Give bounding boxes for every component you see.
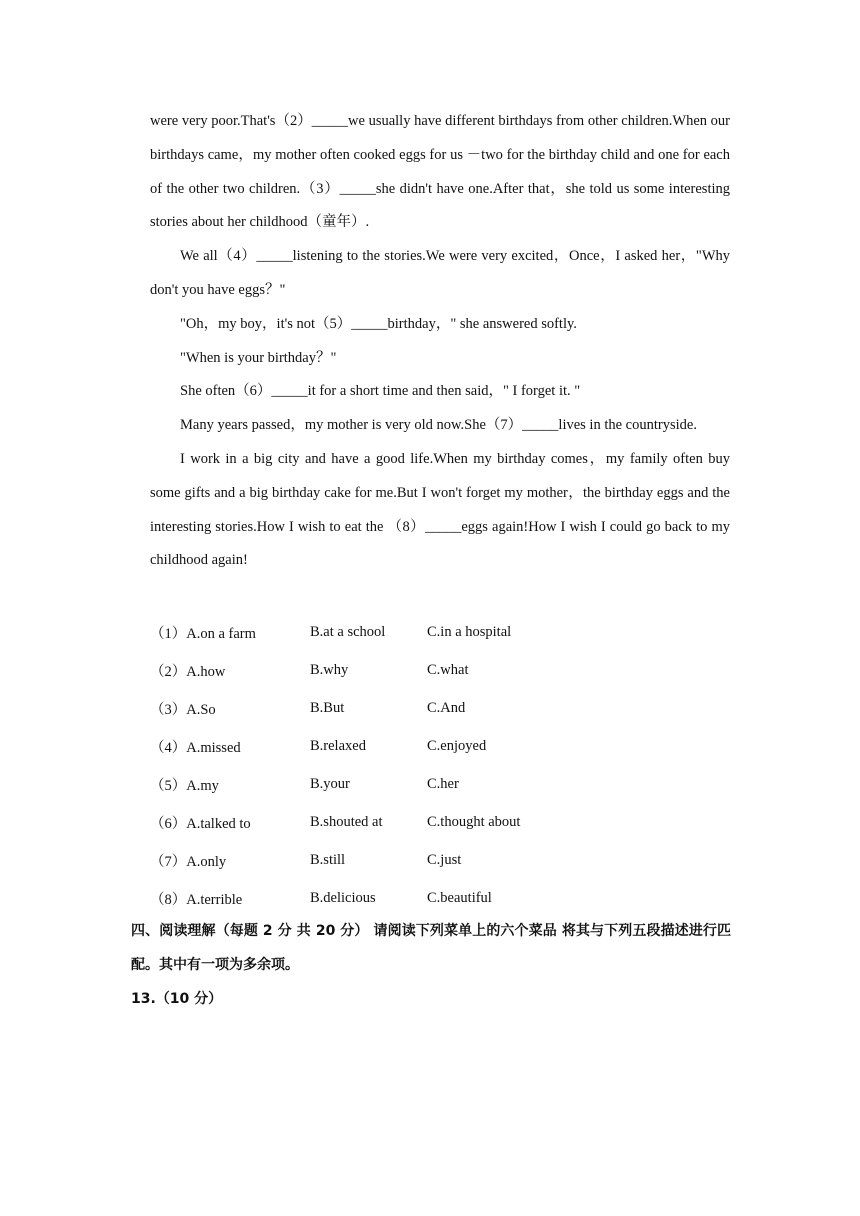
option-a: （1）A.on a farm (150, 625, 256, 642)
option-row (150, 613, 730, 651)
option-a: （6）A.talked to (150, 815, 251, 832)
option-a: （8）A.terrible (150, 891, 243, 908)
option-row (150, 841, 730, 879)
option-c: C.thought about (427, 813, 521, 830)
option-b: B.relaxed (310, 737, 366, 754)
option-a: （5）A.my (150, 777, 219, 794)
option-b: B.your (310, 775, 350, 792)
option-b: B.shouted at (310, 813, 383, 830)
passage-paragraph-2: We all（4）_____listening to the stories.We were very excited，Once，I asked her，"Why don't you have eggs？" (150, 248, 730, 298)
question-number: 13.（10 分） (131, 990, 223, 1007)
option-a: （7）A.only (150, 853, 227, 870)
option-c: C.enjoyed (427, 737, 487, 754)
passage-paragraph-7: I work in a big city and have a good life.When my birthday comes，my family often buy some gifts and a big birthday cake for me.But I won't forget my mother，the birthday eggs and the interesting stories.How I wish to eat the （8）_____eggs again!How I wish I could go back to my childhood again! (150, 450, 730, 569)
option-a: （3）A.So (150, 701, 216, 718)
option-c: C.her (427, 775, 459, 792)
option-b: B.But (310, 699, 345, 716)
option-c: C.And (427, 699, 466, 716)
option-row (150, 651, 730, 689)
option-b: B.why (310, 661, 349, 678)
option-a: （2）A.how (150, 663, 226, 680)
reading-section (131, 915, 731, 1016)
option-b: B.still (310, 851, 346, 868)
spacer (150, 578, 730, 613)
passage-paragraph-3: "Oh，my boy，it's not（5）_____birthday，" she answered softly. (180, 315, 577, 332)
option-c: C.in a hospital (427, 623, 512, 640)
option-b: B.delicious (310, 889, 376, 906)
option-row (150, 803, 730, 841)
option-row (150, 727, 730, 765)
option-b: B.at a school (310, 623, 386, 640)
passage-paragraph-5: She often（6）_____it for a short time and then said，" I forget it. " (180, 383, 581, 400)
passage-block (150, 105, 730, 917)
option-c: C.what (427, 661, 469, 678)
passage-paragraph-4: "When is your birthday？" (180, 349, 337, 366)
option-row (150, 689, 730, 727)
options-list (150, 613, 730, 917)
option-a: （4）A.missed (150, 739, 241, 756)
option-row (150, 879, 730, 917)
passage-paragraph-1: were very poor.That's（2）_____we usually have different birthdays from other children.When our birthdays came，my mother often cooked eggs for us －two for the birthday child and one for each of the other two children.（3）_____she didn't have one.After that，she told us some interesting stories about her childhood（童年）. (150, 113, 730, 231)
option-row (150, 765, 730, 803)
section-heading: 四、阅读理解（每题 2 分 共 20 分） 请阅读下列菜单上的六个菜品 将其与下列五段描述进行匹配。其中有一项为多余项。 (131, 923, 731, 973)
option-c: C.just (427, 851, 462, 868)
passage-paragraph-6: Many years passed，my mother is very old now.She（7）_____lives in the countryside. (180, 417, 697, 434)
option-c: C.beautiful (427, 889, 492, 906)
